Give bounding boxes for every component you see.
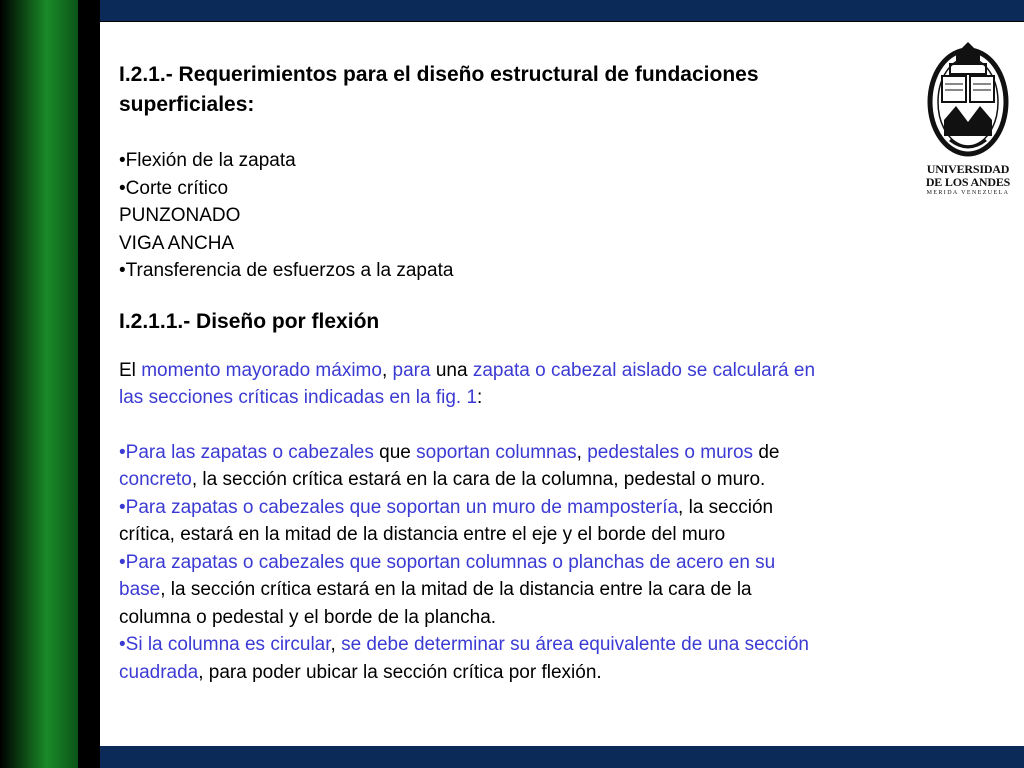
bullet-1-line-1: •Para las zapatas o cabezales que soportan columnas, pedestales o muros de: [119, 441, 780, 463]
list-item: PUNZONADO: [119, 205, 241, 226]
paragraph-line-1: El momento mayorado máximo, para una zapata o cabezal aislado se calculará en: [119, 359, 816, 381]
list-item: VIGA ANCHA: [119, 232, 235, 254]
bullet-1-line-2: concreto, la sección crítica estará en la cara de la columna, pedestal o muro.: [119, 469, 766, 490]
list-item: •Flexión de la zapata: [119, 150, 296, 171]
bullet-3-line-1: •Para zapatas o cabezales que soportan columnas o planchas de acero en su: [119, 551, 776, 573]
bullet-2-line-2: crítica, estará en la mitad de la distancia entre el eje y el borde del muro: [119, 524, 726, 545]
subtitle: I.2.1.1.- Diseño por flexión: [119, 309, 380, 333]
title-line-1: I.2.1.- Requerimientos para el diseño estructural de fundaciones: [119, 63, 759, 86]
bottom-band: [100, 746, 1024, 768]
slide-text: [119, 60, 969, 686]
list-item: •Transferencia de esfuerzos a la zapata: [119, 260, 454, 281]
bullet-3-line-2: base, la sección crítica estará en la mitad de la distancia entre la cara de la: [119, 579, 752, 600]
top-band: [100, 0, 1024, 21]
bullet-2-line-1: •Para zapatas o cabezales que soportan un muro de mampostería, la sección: [119, 496, 774, 518]
logo-line-2: DE LOS ANDES: [925, 175, 1011, 189]
bullet-3-line-3: columna o pedestal y el borde de la plancha.: [119, 606, 497, 628]
list-item: •Corte crítico: [119, 177, 229, 199]
left-green-bar: [0, 0, 78, 768]
paragraph-line-2: las secciones críticas indicadas en la fig. 1:: [119, 387, 483, 408]
slide-content: [100, 22, 1024, 746]
logo-line-3: MERIDA VENEZUELA: [926, 190, 1010, 196]
bullet-4-line-2: cuadrada, para poder ubicar la sección crítica por flexión.: [119, 661, 602, 683]
title-line-2: superficiales:: [119, 93, 255, 116]
logo-line-1: UNIVERSIDAD: [926, 162, 1010, 176]
bullet-4-line-1: •Si la columna es circular, se debe determinar su área equivalente de una sección: [119, 634, 809, 655]
